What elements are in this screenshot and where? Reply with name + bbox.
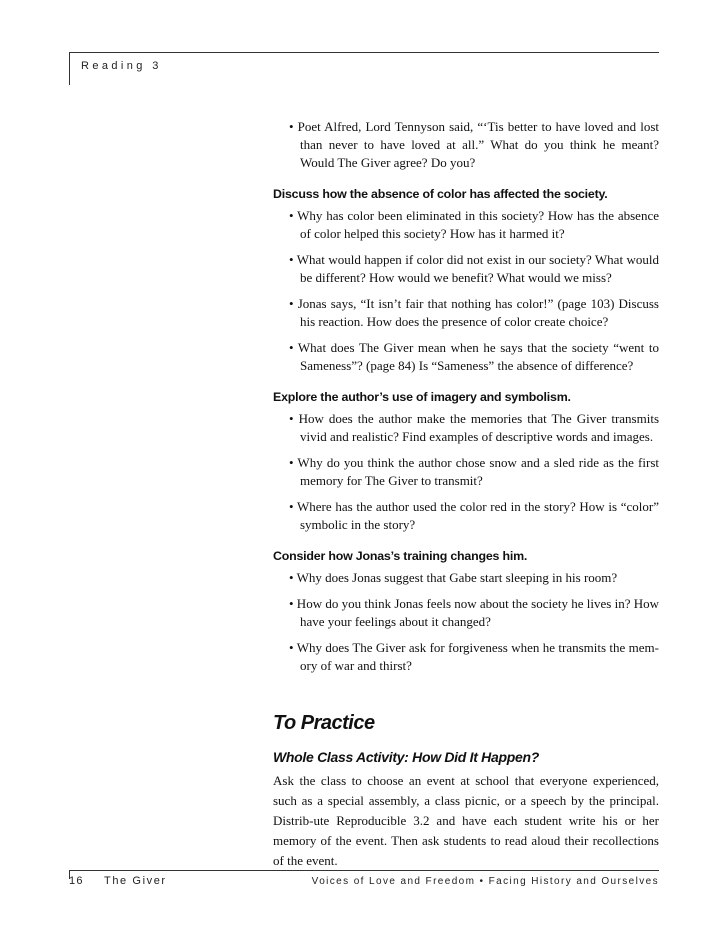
- section-heading: Explore the author’s use of imagery and symbolism.: [273, 390, 571, 404]
- practice-body: Ask the class to choose an event at school that everyone experienced, such as a special assembly, a class picnic, or a speech by the principal. Distrib-ute Reproducible 3.2 and have each student write his or her memory of the event. Then ask students to read aloud their recollections of the event.: [273, 773, 659, 868]
- practice-subtitle: Whole Class Activity: How Did It Happen?: [273, 749, 539, 765]
- running-header: Reading 3: [81, 60, 162, 72]
- header-rule-vertical: [69, 52, 70, 85]
- discussion-bullet: • How do you think Jonas feels now about the society he lives in? How have your feelings about it changed?: [289, 596, 659, 629]
- section-heading: Consider how Jonas’s training changes him.: [273, 549, 528, 563]
- discussion-bullet: • Poet Alfred, Lord Tennyson said, “‘Tis better to have loved and lost than never to have loved at all.” What do you think he meant? Would The Giver agree? Do you?: [289, 119, 659, 170]
- series-title: Voices of Love and Freedom • Facing History and Ourselves: [311, 876, 659, 887]
- section-imagery: [273, 388, 659, 534]
- discussion-bullet: • What would happen if color did not exist in our society? What would be different? How would we benefit? What would we miss?: [289, 252, 659, 285]
- discussion-bullet: • How does the author make the memories that The Giver transmits vivid and realistic? Find examples of descriptive words and images.: [289, 411, 659, 444]
- footer-rule: [69, 870, 659, 871]
- discussion-bullet: • Jonas says, “It isn’t fair that nothing has color!” (page 103) Discuss his reaction. How does the presence of color create choice?: [289, 296, 659, 329]
- section-color: [273, 185, 659, 375]
- main-content: [273, 118, 659, 871]
- book-title: The Giver: [104, 875, 167, 887]
- practice-title: To Practice: [273, 712, 375, 734]
- discussion-bullet: • What does The Giver mean when he says that the society “went to Sameness”? (page 84) Is “Sameness” the absence of difference?: [289, 340, 659, 373]
- discussion-bullet: • Where has the author used the color red in the story? How is “color” symbolic in the story?: [289, 499, 659, 532]
- section-tennyson: [273, 118, 659, 172]
- section-heading: Discuss how the absence of color has affected the society.: [273, 187, 608, 201]
- discussion-bullet: • Why do you think the author chose snow and a sled ride as the first memory for The Giver to transmit?: [289, 455, 659, 488]
- header-rule: [69, 52, 659, 53]
- page-number: 16: [69, 875, 84, 887]
- discussion-bullet: • Why does Jonas suggest that Gabe start sleeping in his room?: [289, 570, 618, 585]
- section-training: [273, 547, 659, 675]
- discussion-bullet: • Why does The Giver ask for forgiveness when he transmits the mem-ory of war and thirst?: [289, 640, 659, 673]
- discussion-bullet: • Why has color been eliminated in this society? How has the absence of color helped this society? How has it harmed it?: [289, 208, 659, 241]
